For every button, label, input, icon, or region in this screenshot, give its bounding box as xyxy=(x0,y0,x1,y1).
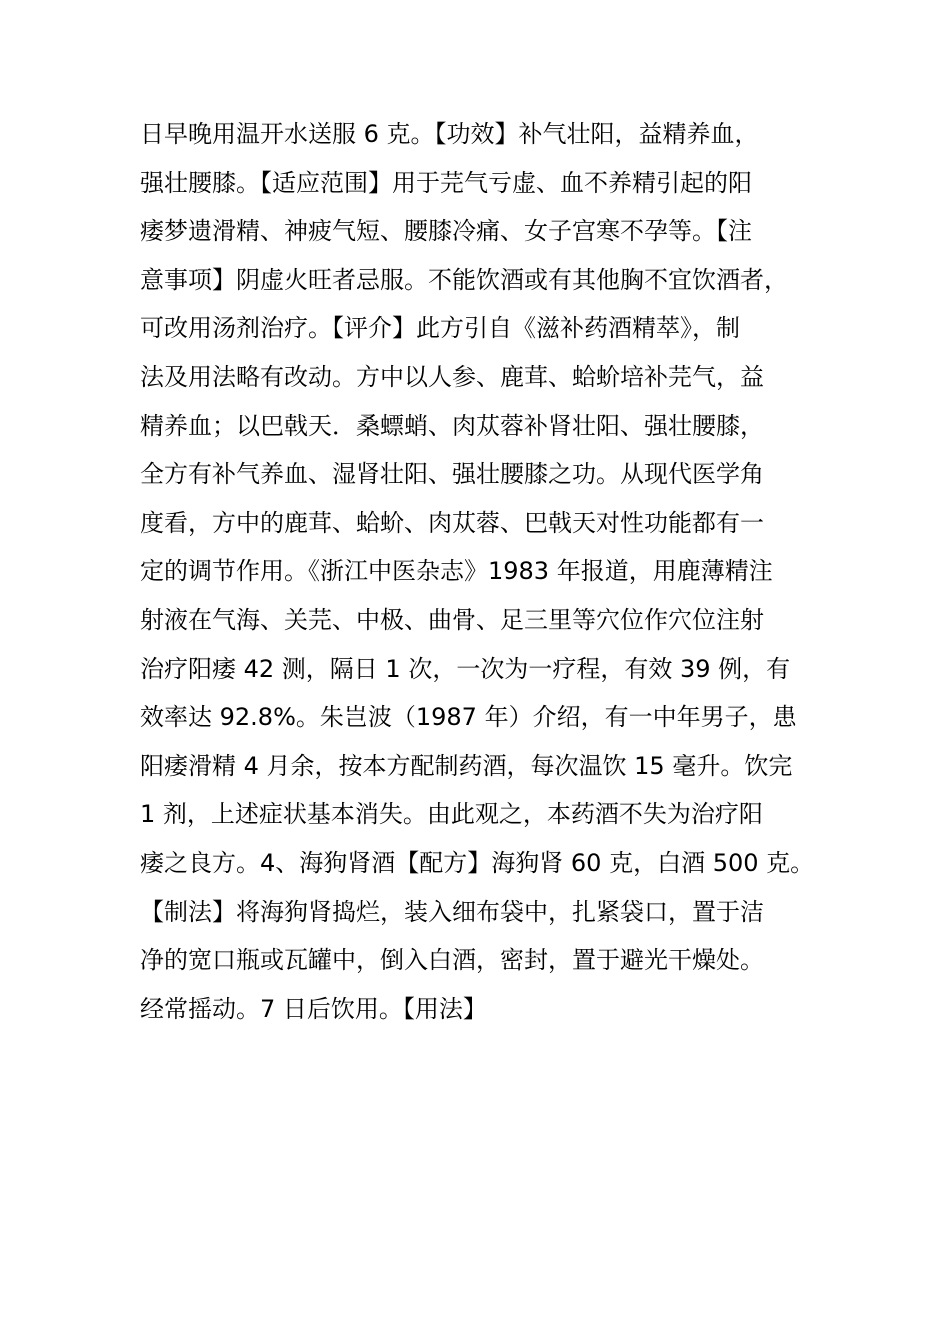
text-line: 痿之良方。4、海狗肾酒【配方】海狗肾 60 克，白酒 500 克。 xyxy=(140,848,815,877)
text-line: 阳痿滑精 4 月余，按本方配制药酒，每次温饮 15 毫升。饮完 xyxy=(140,751,793,780)
text-line: 治疗阳痿 42 测，隔日 1 次，一次为一疗程，有效 39 例，有 xyxy=(140,654,791,683)
text-line: 意事项】阴虚火旺者忌服。不能饮酒或有其他胸不宜饮酒者， xyxy=(140,265,788,294)
text-line: 强壮腰膝。【适应范围】用于芫气亏虚、血不养精引起的阳 xyxy=(140,168,752,197)
text-line: 经常摇动。7 日后饮用。【用法】 xyxy=(140,994,487,1023)
text-line: 射液在气海、关芫、中极、曲骨、足三里等穴位作穴位注射 xyxy=(140,605,764,634)
text-line: 1 剂，上述症状基本消失。由此观之，本药酒不失为治疗阳 xyxy=(140,800,763,829)
text-line: 【制法】将海狗肾捣烂，装入细布袋中，扎紧袋口，置于洁 xyxy=(140,897,764,926)
text-line: 法及用法略有改动。方中以人参、鹿茸、蛤蚧培补芫气，益 xyxy=(140,362,764,391)
text-line: 全方有补气养血、湿肾壮阳、强壮腰膝之功。从现代医学角 xyxy=(140,460,764,489)
text-line: 痿梦遗滑精、神疲气短、腰膝冷痛、女子宫寒不孕等。【注 xyxy=(140,217,752,246)
text-line: 精养血；以巴戟天．桑螵蛸、肉苁蓉补肾壮阳、强壮腰膝， xyxy=(140,411,764,440)
text-line: 可改用汤剂治疗。【评介】此方引自《滋补药酒精萃》，制 xyxy=(140,314,740,343)
text-line: 日早晚用温开水送服 6 克。【功效】补气壮阳，益精养血， xyxy=(140,120,759,148)
text-line: 净的宽口瓶或瓦罐中，倒入白酒，密封，置于避光干燥处。 xyxy=(140,946,764,975)
text-line: 度看，方中的鹿茸、蛤蚧、肉苁蓉、巴戟天对性功能都有一 xyxy=(140,508,764,537)
text-line: 定的调节作用。《浙江中医杂志》1983 年报道，用鹿薄精注 xyxy=(140,557,773,586)
body-text xyxy=(140,110,840,1033)
text-line: 效率达 92.8%。朱岂波（1987 年）介绍，有一中年男子，患 xyxy=(140,703,797,732)
